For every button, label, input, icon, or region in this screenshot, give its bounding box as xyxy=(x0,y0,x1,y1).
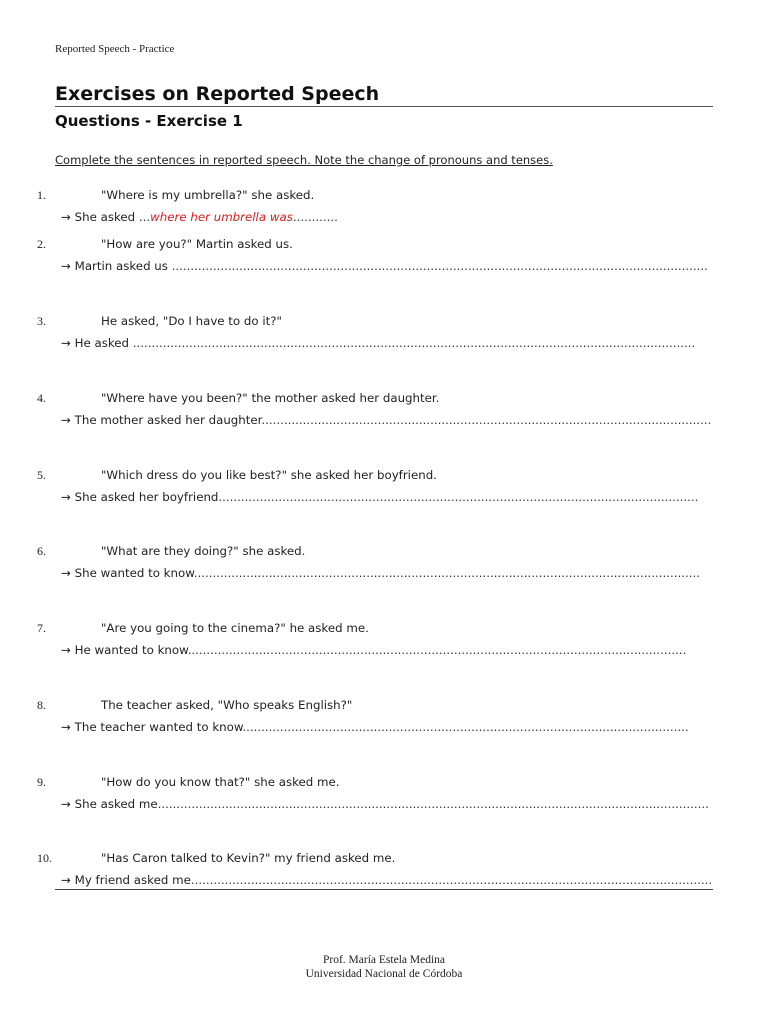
exercise-prompt: "Has Caron talked to Kevin?" my friend asked me. xyxy=(101,851,396,865)
answer-blank[interactable]: ................................................................................................................................................... xyxy=(157,797,709,811)
answer-line[interactable] xyxy=(61,566,700,580)
answer-lead: → My friend asked me xyxy=(61,873,191,887)
exercise-prompt: "Where is my umbrella?" she asked. xyxy=(101,188,315,202)
answer-line[interactable] xyxy=(61,210,338,224)
answer-blank[interactable]: ....................................................................................................................... xyxy=(242,720,689,734)
answer-line[interactable] xyxy=(61,490,698,504)
answer-line[interactable] xyxy=(61,720,689,734)
exercise-number: 5. xyxy=(37,468,46,482)
exercise-number: 3. xyxy=(37,314,46,328)
exercise-prompt: "Which dress do you like best?" she asked her boyfriend. xyxy=(101,468,437,482)
bottom-divider xyxy=(55,889,713,890)
answer-lead: → He asked xyxy=(61,336,133,350)
exercise-prompt: The teacher asked, "Who speaks English?" xyxy=(101,698,353,712)
answer-lead: → He wanted to know xyxy=(61,643,188,657)
exercise-number: 2. xyxy=(37,237,46,251)
instruction-text: Complete the sentences in reported speech. Note the change of pronouns and tenses. xyxy=(55,153,553,167)
answer-blank[interactable]: ........................................................................................................................ xyxy=(261,413,712,427)
answer-blank[interactable]: ...................................................................................................................................................... xyxy=(132,336,696,350)
answer-line[interactable] xyxy=(61,413,711,427)
footer-institution: Universidad Nacional de Córdoba xyxy=(305,968,463,980)
answer-blank[interactable]: ............................................................................................................................................... xyxy=(171,259,708,273)
answer-blank[interactable]: ........................................................................................................................................... xyxy=(190,873,713,887)
answer-lead: → She asked ... xyxy=(61,210,151,224)
answer-blank[interactable]: ............ xyxy=(292,210,338,224)
header-note: Reported Speech - Practice xyxy=(55,43,175,55)
answer-lead: → She asked her boyfriend xyxy=(61,490,219,504)
footer-author: Prof. María Estela Medina xyxy=(323,954,445,966)
answer-blank[interactable]: ....................................................................................................................................... xyxy=(193,566,701,580)
exercise-prompt: "How are you?" Martin asked us. xyxy=(101,237,293,251)
answer-lead: → She asked me xyxy=(61,797,158,811)
title-block xyxy=(55,82,713,107)
answer-line[interactable] xyxy=(61,259,708,273)
exercise-number: 9. xyxy=(37,775,46,789)
answer-line[interactable] xyxy=(61,797,709,811)
exercise-number: 10. xyxy=(37,851,52,865)
exercise-prompt: "What are they doing?" she asked. xyxy=(101,544,306,558)
exercise-prompt: He asked, "Do I have to do it?" xyxy=(101,314,282,328)
answer-blank[interactable]: ................................................................................................................................ xyxy=(218,490,699,504)
exercise-prompt: "How do you know that?" she asked me. xyxy=(101,775,340,789)
exercise-prompt: "Are you going to the cinema?" he asked me. xyxy=(101,621,369,635)
exercise-number: 1. xyxy=(37,188,46,202)
answer-line[interactable] xyxy=(61,336,695,350)
footer xyxy=(0,953,768,981)
answer-lead: → Martin asked us xyxy=(61,259,172,273)
exercise-number: 6. xyxy=(37,544,46,558)
exercise-number: 8. xyxy=(37,698,46,712)
answer-lead: → She wanted to know xyxy=(61,566,194,580)
page-title: Exercises on Reported Speech xyxy=(55,83,380,105)
answer-line[interactable] xyxy=(61,873,712,887)
exercise-subtitle: Questions - Exercise 1 xyxy=(55,112,243,130)
answer-blank[interactable]: ..................................................................................................................................... xyxy=(187,643,687,657)
exercise-prompt: "Where have you been?" the mother asked her daughter. xyxy=(101,391,440,405)
answer-line[interactable] xyxy=(61,643,686,657)
exercise-number: 4. xyxy=(37,391,46,405)
answer-lead: → The mother asked her daughter xyxy=(61,413,262,427)
exercise-number: 7. xyxy=(37,621,46,635)
answer-lead: → The teacher wanted to know xyxy=(61,720,243,734)
answer-filled: where her umbrella was xyxy=(150,210,293,224)
